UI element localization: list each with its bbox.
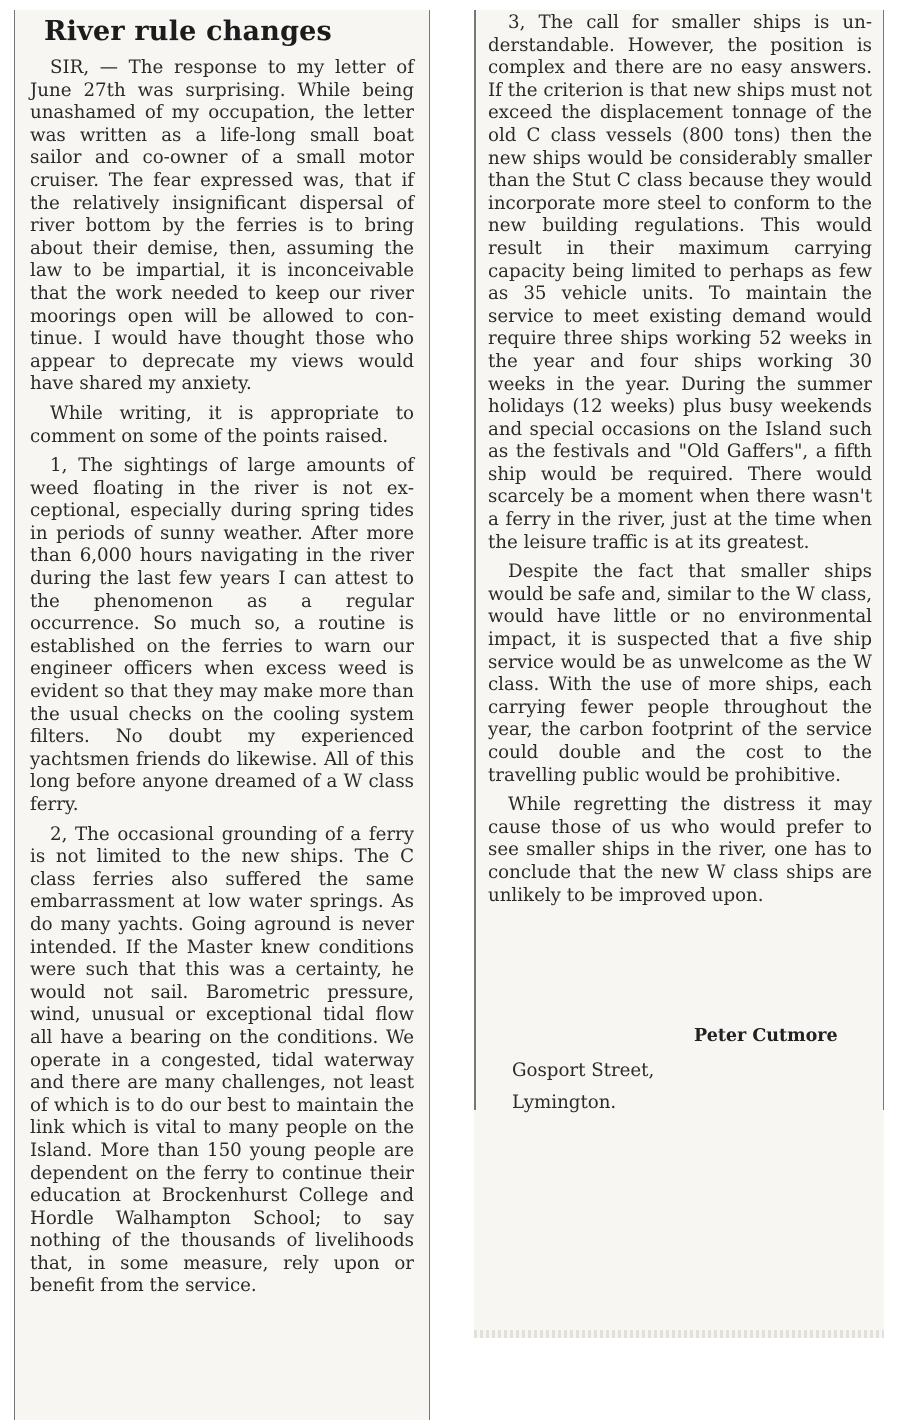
paragraph-smaller-ships: Despite the fact that smaller ships would be safe and, similar to the W class, would have little or no environmental impact, it is suspected that a five ship service would be as unwelcome as the W class. With the use of more ships, each carrying fewer people throughout the year, the carbon footprint of the service could double and the cost to the travelling public would be prohibitive.	[488, 561, 872, 786]
right-column-text	[488, 12, 872, 907]
author-signature: Peter Cutmore	[694, 1026, 838, 1046]
paragraph-points-intro: While writing, it is appropriate to comment on some of the points raised.	[30, 402, 414, 447]
address-street: Gosport Street,	[512, 1060, 655, 1081]
paragraph-point-2: 2, The occasional grounding of a ferry is not limited to the new ships. The C class ferries also suffered the same embarrassment at low water springs. As do many yachts. Going aground is never intended. If the Master knew conditions were such that this was a certainty, he would not sail. Barometric pressure, wind, unusual or exceptional tidal flow all have a bearing on the conditions. We operate in a congested, tidal waterway and there are many challenges, not least of which is to do our best to maintain the link which is vital to many people on the Island. More than 150 young people are dependent on the ferry to continue their education at Brockenhurst College and Hordle Walhampton School; to say nothing of the thousands of livelihoods that, in some measure, rely upon or benefit from the service.	[30, 823, 414, 1297]
paragraph-point-1: 1, The sightings of large amounts of weed floating in the river is not exceptional, especially during spring tides in periods of sunny weather. After more than 6,000 hours navigating in the river during the last few years I can attest to the phenomenon as a regular occurrence. So much so, a routine is established on the ferries to warn our engineer officers when excess weed is evident so that they may make more than the usual checks on the cooling system filters. No doubt my experienced yachtsmen friends do likewise. All of this long before anyone dreamed of a W class ferry.	[30, 455, 414, 815]
paragraph-intro: SIR, — The response to my letter of June 27th was surprising. While being unashamed of my occupation, the letter was written as a life-long small boat sailor and co-owner of a small motor cruiser. The fear expressed was, that if the relatively insignificant dispersal of river bottom by the ferries is to bring about their demise, then, assuming the law to be impartial, it is inconceivable that the work needed to keep our river moorings open will be allowed to continue. I would have thought those who appear to deprecate my views would have shared my anxiety.	[30, 57, 414, 395]
torn-paper-edge	[474, 1330, 884, 1338]
address-town: Lymington.	[512, 1092, 617, 1113]
article-headline: River rule changes	[44, 16, 332, 47]
paragraph-point-3: 3, The call for smaller ships is understandable. However, the position is complex and there are no easy answers. If the criterion is that new ships must not exceed the displacement tonnage of the old C class vessels (800 tons) then the new ships would be considerably smaller than the Stut C class because they would incorporate more steel to conform to the new building regulations. This would result in their maximum carrying capacity being limited to perhaps as few as 35 vehicle units. To maintain the service to meet existing demand would require three ships working 52 weeks in the year and four ships working 30 weeks in the year. During the summer holidays (12 weeks) plus busy weekends and special occasions on the Island such as the festivals and "Old Gaffers", a fifth ship would be required. There would scarcely be a moment when there wasn't a ferry in the river, just at the time when the leisure traffic is at its greatest.	[488, 12, 872, 553]
paragraph-conclusion: While regretting the distress it may cause those of us who would prefer to see smaller ships in the river, one has to conclude that the new W class ships are unlikely to be improved upon.	[488, 794, 872, 906]
left-column-text	[30, 57, 414, 1298]
